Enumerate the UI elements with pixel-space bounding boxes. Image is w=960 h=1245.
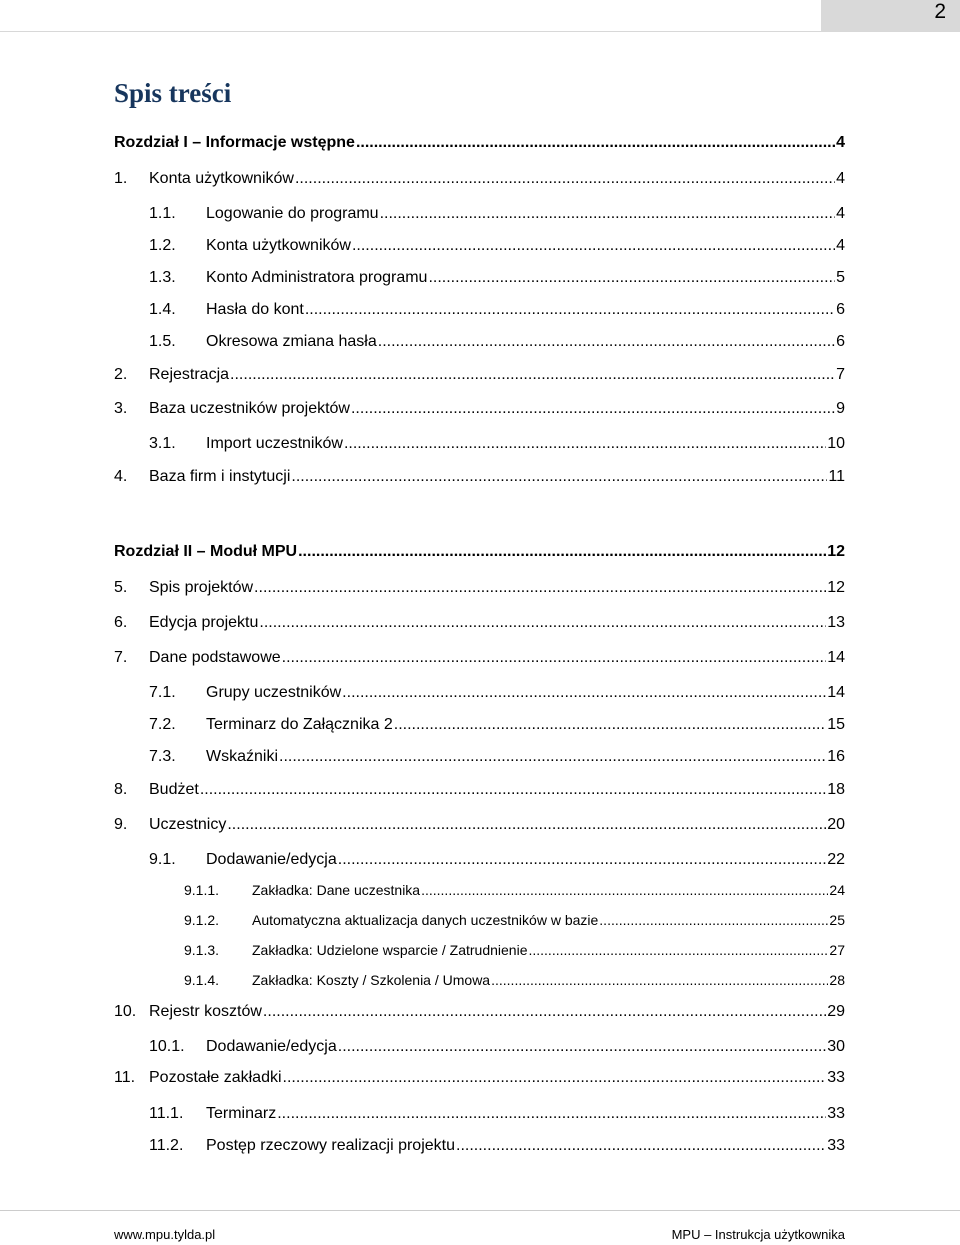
toc-dot-leader	[259, 614, 826, 632]
toc-entry-number: 2.	[114, 366, 128, 383]
toc-entry-title: Dodawanie/edycja	[206, 1038, 337, 1055]
toc-entry[interactable]	[114, 649, 845, 671]
toc-entry[interactable]	[114, 1137, 845, 1159]
toc-entry-number: 1.4.	[149, 301, 176, 318]
toc-dot-leader	[283, 1069, 827, 1087]
toc-entry-page: 15	[827, 716, 845, 733]
toc-entry-number: 10.1.	[149, 1038, 185, 1055]
footer-website: www.mpu.tylda.pl	[114, 1227, 216, 1242]
toc-entry-title: Rejestr kosztów	[149, 1003, 262, 1020]
toc-entry-title: Edycja projektu	[149, 614, 259, 631]
toc-entry[interactable]	[114, 134, 845, 156]
toc-entry-number: 9.	[114, 816, 128, 833]
page-number-box	[821, 0, 960, 31]
toc-dot-leader	[298, 543, 826, 561]
toc-entry[interactable]	[114, 1003, 845, 1025]
footer-document-title: MPU – Instrukcja użytkownika	[671, 1227, 845, 1242]
toc-dot-leader	[491, 972, 828, 988]
toc-entry[interactable]	[114, 237, 845, 259]
toc-entry-number: 7.	[114, 649, 128, 666]
toc-entry-title: Zakładka: Koszty / Szkolenia / Umowa	[252, 972, 491, 988]
toc-entry-page: 18	[827, 781, 845, 798]
toc-entry-page: 6	[836, 301, 845, 318]
toc-entry[interactable]	[114, 1069, 845, 1091]
toc-entry[interactable]	[114, 748, 845, 770]
toc-entry-page: 27	[829, 942, 845, 958]
toc-entry[interactable]	[114, 269, 845, 291]
toc-entry-number: 11.2.	[149, 1137, 184, 1154]
toc-entry-page: 33	[827, 1105, 845, 1122]
toc-dot-leader	[291, 468, 827, 486]
toc-entry-page: 30	[827, 1038, 845, 1055]
toc-entry-number: 4.	[114, 468, 128, 485]
toc-dot-leader	[227, 816, 826, 834]
toc-entry-number: 9.1.1.	[184, 882, 220, 898]
toc-dot-leader	[338, 851, 826, 869]
toc-entry-number: 11.	[114, 1069, 136, 1086]
toc-entry-number: 8.	[114, 781, 128, 798]
toc-entry-page: 4	[836, 134, 845, 151]
header-divider	[0, 31, 960, 32]
toc-entry-page: 10	[827, 435, 845, 452]
toc-entry-page: 6	[836, 333, 845, 350]
toc-entry-title: Zakładka: Udzielone wsparcie / Zatrudnienie	[252, 942, 528, 958]
toc-dot-leader	[380, 205, 836, 223]
toc-entry-page: 12	[827, 543, 845, 560]
toc-entry[interactable]	[114, 942, 845, 964]
toc-entry-page: 25	[829, 912, 845, 928]
toc-entry-title: Konto Administratora programu	[206, 269, 428, 286]
toc-entry-title: Okresowa zmiana hasła	[206, 333, 377, 350]
toc-entry-number: 9.1.	[149, 851, 176, 868]
toc-entry[interactable]	[114, 205, 845, 227]
toc-entry[interactable]	[114, 579, 845, 601]
toc-entry-page: 9	[836, 400, 845, 417]
toc-entry[interactable]	[114, 435, 845, 457]
toc-entry[interactable]	[114, 912, 845, 934]
toc-entry-title: Baza firm i instytucji	[149, 468, 291, 485]
toc-entry-title: Automatyczna aktualizacja danych uczestników w bazie	[252, 912, 599, 928]
toc-dot-leader	[295, 170, 835, 188]
toc-entry-title: Hasła do kont	[206, 301, 304, 318]
toc-dot-leader	[254, 579, 826, 597]
toc-entry-page: 7	[836, 366, 845, 383]
toc-dot-leader	[277, 1105, 826, 1123]
toc-dot-leader	[421, 882, 828, 898]
toc-dot-leader	[351, 400, 835, 418]
toc-entry-number: 7.3.	[149, 748, 176, 765]
toc-entry-page: 14	[827, 684, 845, 701]
toc-dot-leader	[528, 942, 828, 958]
toc-dot-leader	[599, 912, 828, 928]
toc-dot-leader	[394, 716, 826, 734]
toc-entry-number: 10.	[114, 1003, 137, 1020]
toc-entry[interactable]	[114, 781, 845, 803]
toc-entry-page: 4	[836, 170, 845, 187]
toc-entry-page: 14	[827, 649, 845, 666]
toc-entry-page: 4	[836, 237, 845, 254]
toc-dot-leader	[230, 366, 835, 384]
toc-entry-title: Dodawanie/edycja	[206, 851, 337, 868]
toc-dot-leader	[338, 1038, 826, 1056]
toc-dot-leader	[356, 134, 835, 152]
toc-dot-leader	[305, 301, 835, 319]
toc-entry-page: 28	[829, 972, 845, 988]
toc-entry-page: 24	[829, 882, 845, 898]
toc-entry[interactable]	[114, 468, 845, 490]
toc-entry-title: Dane podstawowe	[149, 649, 281, 666]
toc-entry-page: 16	[827, 748, 845, 765]
toc-entry-title: Zakładka: Dane uczestnika	[252, 882, 421, 898]
toc-entry-page: 12	[827, 579, 845, 596]
toc-entry-number: 11.1.	[149, 1105, 184, 1122]
toc-entry[interactable]	[114, 333, 845, 355]
toc-entry-title: Logowanie do programu	[206, 205, 379, 222]
toc-entry[interactable]	[114, 851, 845, 873]
toc-dot-leader	[344, 435, 826, 453]
toc-entry-number: 9.1.2.	[184, 912, 220, 928]
toc-entry-page: 11	[828, 468, 845, 485]
toc-title: Spis treści	[114, 78, 232, 108]
toc-entry-number: 9.1.3.	[184, 942, 220, 958]
toc-entry-title: Terminarz	[206, 1105, 277, 1122]
toc-entry-title: Konta użytkowników	[206, 237, 351, 254]
toc-dot-leader	[342, 684, 826, 702]
toc-entry-page: 13	[827, 614, 845, 631]
toc-entry[interactable]	[114, 1105, 845, 1127]
toc-entry-page: 33	[827, 1069, 845, 1086]
toc-entry[interactable]	[114, 301, 845, 323]
toc-entry-page: 20	[827, 816, 845, 833]
toc-entry-title: Uczestnicy	[149, 816, 227, 833]
toc-dot-leader	[456, 1137, 826, 1155]
toc-entry[interactable]	[114, 170, 845, 192]
toc-entry[interactable]	[114, 614, 845, 636]
toc-entry-page: 5	[836, 269, 845, 286]
toc-dot-leader	[282, 649, 827, 667]
toc-entry-title: Terminarz do Załącznika 2	[206, 716, 393, 733]
toc-entry-number: 1.	[114, 170, 128, 187]
toc-entry-title: Import uczestników	[206, 435, 343, 452]
toc-entry[interactable]	[114, 1038, 845, 1060]
toc-entry-number: 1.5.	[149, 333, 176, 350]
toc-entry-title: Pozostałe zakładki	[149, 1069, 282, 1086]
toc-entry-title: Postęp rzeczowy realizacji projektu	[206, 1137, 455, 1154]
toc-dot-leader	[263, 1003, 826, 1021]
toc-dot-leader	[428, 269, 835, 287]
toc-entry-title: Konta użytkowników	[149, 170, 294, 187]
toc-entry-number: 7.2.	[149, 716, 176, 733]
toc-entry[interactable]	[114, 716, 845, 738]
footer-divider	[0, 1210, 960, 1211]
toc-entry[interactable]	[114, 972, 845, 994]
toc-entry-number: 1.3.	[149, 269, 176, 286]
toc-entry[interactable]	[114, 684, 845, 706]
toc-entry-title: Baza uczestników projektów	[149, 400, 350, 417]
toc-entry-title: Spis projektów	[149, 579, 254, 596]
toc-entry-title: Grupy uczestników	[206, 684, 342, 701]
toc-entry-number: 1.2.	[149, 237, 176, 254]
toc-entry-title: Rozdział I – Informacje wstępne	[114, 134, 355, 151]
toc-dot-leader	[378, 333, 835, 351]
toc-entry-title: Wskaźniki	[206, 748, 279, 765]
toc-entry-number: 5.	[114, 579, 128, 596]
toc-dot-leader	[279, 748, 826, 766]
toc-entry-title: Rozdział II – Moduł MPU	[114, 543, 298, 560]
toc-entry-page: 29	[827, 1003, 845, 1020]
page-number: 2	[934, 0, 946, 23]
toc-entry-page: 22	[827, 851, 845, 868]
toc-entry[interactable]	[114, 543, 845, 565]
toc-entry-number: 7.1.	[149, 684, 176, 701]
toc-entry[interactable]	[114, 882, 845, 904]
toc-entry-number: 9.1.4.	[184, 972, 220, 988]
toc-dot-leader	[200, 781, 826, 799]
toc-entry-number: 3.	[114, 400, 128, 417]
toc-entry[interactable]	[114, 816, 845, 838]
toc-entry[interactable]	[114, 366, 845, 388]
toc-entry-page: 33	[827, 1137, 845, 1154]
toc-entry-number: 1.1.	[149, 205, 176, 222]
toc-entry-number: 3.1.	[149, 435, 176, 452]
toc-dot-leader	[352, 237, 835, 255]
toc-entry[interactable]	[114, 400, 845, 422]
toc-entry-number: 6.	[114, 614, 128, 631]
toc-entry-page: 4	[836, 205, 845, 222]
toc-entry-title: Rejestracja	[149, 366, 230, 383]
toc-entry-title: Budżet	[149, 781, 199, 798]
